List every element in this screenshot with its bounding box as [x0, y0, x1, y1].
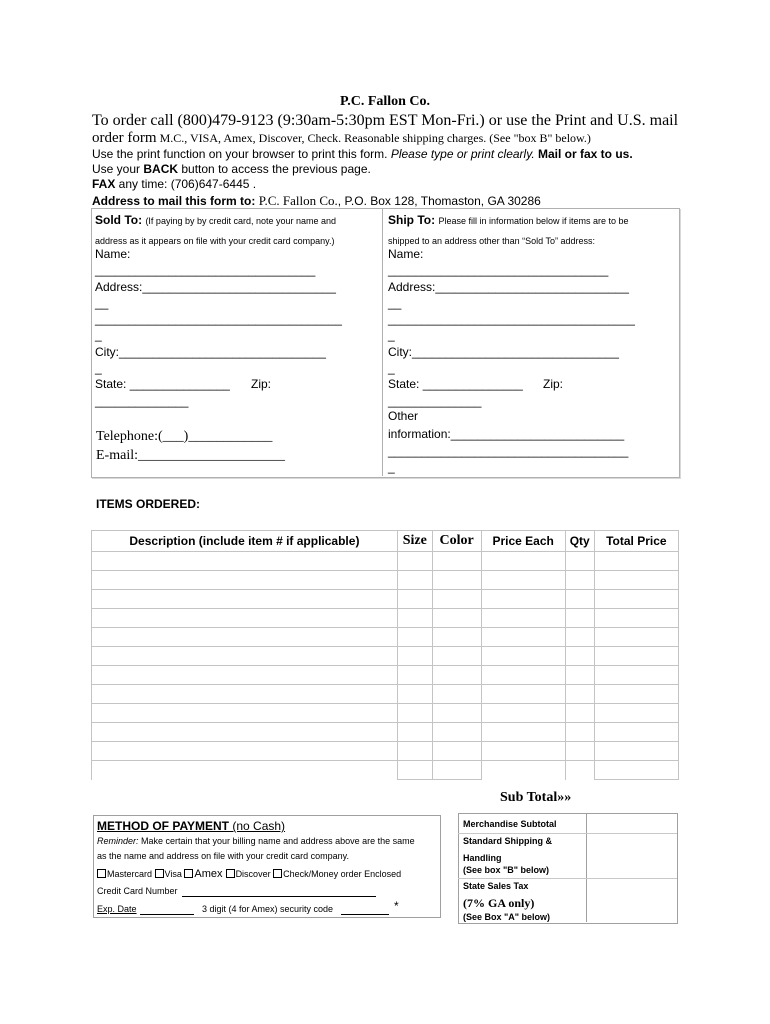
sold-to-name-field[interactable]: _________________________________	[95, 263, 316, 277]
security-code-field[interactable]	[341, 914, 389, 915]
back-instructions	[92, 162, 371, 176]
col-total-price: Total Price	[594, 531, 678, 552]
mastercard-label: Mastercard	[107, 869, 155, 879]
item-cell[interactable]	[594, 571, 678, 590]
address-divider	[382, 208, 383, 476]
item-cell[interactable]	[432, 666, 481, 685]
ship-to-name-label: Name:	[388, 247, 424, 261]
subtotal-label: Sub Total»»	[500, 790, 572, 805]
back-post: button to access the previous page.	[178, 162, 371, 176]
fax-number: any time: (706)647-6445 .	[115, 177, 257, 191]
item-cell[interactable]	[565, 704, 594, 723]
ship-to-name-field[interactable]: _________________________________	[388, 263, 609, 277]
item-cell[interactable]	[594, 704, 678, 723]
ship-to-city-field[interactable]: City:_______________________________	[388, 345, 619, 359]
item-row	[92, 666, 679, 685]
shipping-label: Standard Shipping &	[463, 836, 552, 846]
col-color: Color	[432, 531, 481, 552]
item-cell[interactable]	[481, 704, 565, 723]
item-cell[interactable]	[594, 723, 678, 742]
item-cell[interactable]	[92, 685, 398, 704]
item-cell[interactable]	[432, 647, 481, 666]
item-cell[interactable]	[481, 761, 565, 780]
ship-to-other-field[interactable]: information:__________________________	[388, 427, 625, 441]
sold-to-note-2: address as it appears on file with your credit card company.)	[95, 236, 335, 246]
col-qty: Qty	[565, 531, 594, 552]
credit-card-label: Credit Card Number	[97, 886, 178, 896]
order-instructions-2	[92, 130, 591, 147]
item-cell[interactable]	[397, 742, 432, 761]
print-instructions	[92, 147, 633, 161]
ship-to-city-cont: _	[388, 361, 395, 375]
sold-to-address-field[interactable]: Address:_____________________________	[95, 280, 336, 294]
item-cell[interactable]	[92, 552, 398, 571]
item-cell[interactable]	[397, 609, 432, 628]
col-price-each: Price Each	[481, 531, 565, 552]
item-cell[interactable]	[432, 628, 481, 647]
sold-to-telephone-field[interactable]: Telephone:(___)____________	[96, 429, 273, 444]
credit-card-field[interactable]	[182, 896, 376, 897]
items-header-row	[92, 531, 679, 552]
item-cell[interactable]	[432, 761, 481, 780]
ship-to-note-2: shipped to an address other than “Sold To” address:	[388, 236, 595, 246]
item-cell[interactable]	[565, 571, 594, 590]
payment-title-note: (no Cash)	[229, 819, 286, 833]
item-cell[interactable]	[594, 552, 678, 571]
sold-to-state-field[interactable]: State: _______________	[95, 377, 230, 391]
payment-shipping-note: M.C., VISA, Amex, Discover, Check. Reasonable shipping charges. (See "box B" below.)	[156, 131, 591, 145]
item-cell[interactable]	[594, 742, 678, 761]
reminder-text: Make certain that your billing name and address above are the same	[138, 836, 415, 846]
item-cell[interactable]	[481, 742, 565, 761]
item-cell[interactable]	[92, 571, 398, 590]
sold-to-zip-field[interactable]: ______________	[95, 394, 189, 408]
item-cell[interactable]	[432, 552, 481, 571]
ship-to-address-line-2[interactable]: _____________________________________	[388, 312, 635, 326]
sold-to-zip-label: Zip:	[251, 377, 272, 391]
item-row	[92, 723, 679, 742]
item-cell[interactable]	[432, 609, 481, 628]
payment-reminder	[97, 836, 415, 846]
payment-reminder-2: as the name and address on file with your credit card company.	[97, 851, 349, 861]
item-cell[interactable]	[92, 723, 398, 742]
item-cell[interactable]	[481, 609, 565, 628]
mail-company: P.C. Fallon Co.	[258, 193, 338, 208]
item-cell[interactable]	[565, 761, 594, 780]
sold-to-title: Sold To:	[95, 213, 146, 227]
item-cell[interactable]	[92, 609, 398, 628]
exp-date-label: Exp. Date	[97, 904, 137, 914]
item-cell[interactable]	[565, 647, 594, 666]
item-cell[interactable]	[432, 685, 481, 704]
check-checkbox[interactable]	[273, 869, 282, 878]
sold-to-email-field[interactable]: E-mail:_____________________	[96, 448, 285, 463]
item-cell[interactable]	[92, 761, 398, 780]
item-cell[interactable]	[397, 685, 432, 704]
amex-checkbox[interactable]	[184, 869, 193, 878]
item-cell[interactable]	[397, 571, 432, 590]
item-cell[interactable]	[397, 552, 432, 571]
discover-label: Discover	[235, 869, 274, 879]
item-cell[interactable]	[397, 666, 432, 685]
totals-divider	[586, 813, 587, 922]
shipping-label-2: Handling	[463, 853, 502, 863]
item-cell[interactable]	[481, 723, 565, 742]
item-cell[interactable]	[594, 590, 678, 609]
sold-to-city-cont: _	[95, 361, 102, 375]
ship-to-other-line-2[interactable]: ____________________________________	[388, 444, 629, 458]
item-cell[interactable]	[594, 628, 678, 647]
ship-to-heading	[388, 213, 629, 227]
item-cell[interactable]	[594, 647, 678, 666]
item-cell[interactable]	[481, 685, 565, 704]
back-pre: Use your	[92, 162, 144, 176]
item-cell[interactable]	[92, 666, 398, 685]
col-size: Size	[397, 531, 432, 552]
item-cell[interactable]	[565, 609, 594, 628]
sold-to-address-line-2[interactable]: _____________________________________	[95, 312, 342, 326]
item-cell[interactable]	[397, 590, 432, 609]
item-cell[interactable]	[594, 761, 678, 780]
item-cell[interactable]	[92, 647, 398, 666]
item-cell[interactable]	[565, 723, 594, 742]
item-cell[interactable]	[481, 647, 565, 666]
item-cell[interactable]	[432, 742, 481, 761]
item-cell[interactable]	[397, 761, 432, 780]
payment-heading	[97, 819, 285, 833]
ship-to-line2-cont: _	[388, 328, 395, 342]
item-cell[interactable]	[92, 628, 398, 647]
visa-checkbox[interactable]	[155, 869, 164, 878]
item-cell[interactable]	[92, 742, 398, 761]
totals-row-divider	[458, 833, 677, 834]
items-body	[92, 552, 679, 780]
item-cell[interactable]	[481, 552, 565, 571]
sold-to-note: (If paying by by credit card, note your name and	[145, 216, 337, 226]
item-row	[92, 742, 679, 761]
item-cell[interactable]	[397, 723, 432, 742]
company-title: P.C. Fallon Co.	[339, 94, 431, 109]
ship-to-title: Ship To:	[388, 213, 439, 227]
mail-address-line	[92, 193, 541, 209]
reminder-label: Reminder:	[97, 836, 139, 846]
order-instructions: To order call (800)479-9123 (9:30am-5:30pm EST Mon-Fri.) or use the Print and U.S. mail	[92, 112, 679, 129]
print-bold: Mail or fax to us.	[534, 147, 633, 161]
sales-tax-rate: (7% GA only)	[463, 896, 535, 910]
item-cell[interactable]	[565, 742, 594, 761]
item-cell[interactable]	[481, 571, 565, 590]
ship-to-other-cont: _	[388, 460, 395, 474]
ship-to-address-field[interactable]: Address:_____________________________	[388, 280, 629, 294]
item-row	[92, 590, 679, 609]
fax-line	[92, 177, 256, 191]
ship-to-state-field[interactable]: State: _______________	[388, 377, 523, 391]
item-cell[interactable]	[565, 628, 594, 647]
item-row	[92, 704, 679, 723]
item-cell[interactable]	[432, 704, 481, 723]
ship-to-other-label: Other	[388, 409, 419, 423]
item-cell[interactable]	[92, 590, 398, 609]
item-cell[interactable]	[565, 685, 594, 704]
check-label: Check/Money order Enclosed	[283, 869, 402, 879]
item-row	[92, 761, 679, 780]
fax-label: FAX	[92, 177, 116, 191]
print-text: Use the print function on your browser to print this form.	[92, 147, 391, 161]
items-ordered-title: ITEMS ORDERED:	[96, 497, 201, 511]
sold-to-heading	[95, 213, 336, 227]
item-cell[interactable]	[481, 590, 565, 609]
item-cell[interactable]	[565, 552, 594, 571]
item-cell[interactable]	[432, 590, 481, 609]
ship-to-zip-field[interactable]: ______________	[388, 394, 482, 408]
item-row	[92, 628, 679, 647]
sales-tax-label: State Sales Tax	[463, 881, 529, 891]
mail-address: , P.O. Box 128, Thomaston, GA 30286	[337, 194, 541, 208]
ship-to-zip-label: Zip:	[543, 377, 564, 391]
asterisk: *	[394, 899, 399, 913]
col-description: Description (include item # if applicable)	[92, 531, 398, 552]
item-cell[interactable]	[397, 704, 432, 723]
item-cell[interactable]	[565, 590, 594, 609]
sales-tax-note: (See Box "A" below)	[463, 912, 551, 922]
item-row	[92, 552, 679, 571]
back-bold: BACK	[143, 162, 179, 176]
item-cell[interactable]	[432, 723, 481, 742]
item-cell[interactable]	[565, 666, 594, 685]
mastercard-checkbox[interactable]	[97, 869, 106, 878]
mail-label: Address to mail this form to:	[92, 194, 259, 208]
item-cell[interactable]	[481, 628, 565, 647]
item-row	[92, 571, 679, 590]
discover-checkbox[interactable]	[226, 869, 235, 878]
item-row	[92, 685, 679, 704]
item-cell[interactable]	[594, 685, 678, 704]
print-italic: Please type or print clearly.	[390, 147, 535, 161]
item-cell[interactable]	[481, 666, 565, 685]
amex-label: Amex	[194, 868, 226, 880]
security-code-label: 3 digit (4 for Amex) security code	[202, 904, 334, 914]
item-cell[interactable]	[397, 628, 432, 647]
sold-to-city-field[interactable]: City:_______________________________	[95, 345, 326, 359]
payment-title: METHOD OF PAYMENT	[97, 819, 230, 833]
merch-subtotal-label: Merchandise Subtotal	[463, 819, 557, 829]
exp-date-field[interactable]	[140, 914, 194, 915]
item-cell[interactable]	[432, 571, 481, 590]
item-cell[interactable]	[594, 666, 678, 685]
payment-methods	[97, 868, 401, 880]
item-cell[interactable]	[397, 647, 432, 666]
ship-to-address-cont: __	[388, 296, 402, 310]
order-form-label: order form	[92, 130, 157, 146]
sold-to-address-cont: __	[95, 296, 109, 310]
item-row	[92, 647, 679, 666]
item-cell[interactable]	[92, 704, 398, 723]
shipping-note: (See box "B" below)	[463, 865, 550, 875]
ship-to-note: Please fill in information below if items are to be	[438, 216, 629, 226]
visa-label: Visa	[164, 869, 185, 879]
items-table	[91, 530, 679, 780]
sold-to-name-label: Name:	[95, 247, 131, 261]
item-cell[interactable]	[594, 609, 678, 628]
totals-row-divider	[458, 878, 677, 879]
sold-to-line2-cont: _	[95, 328, 102, 342]
item-row	[92, 609, 679, 628]
